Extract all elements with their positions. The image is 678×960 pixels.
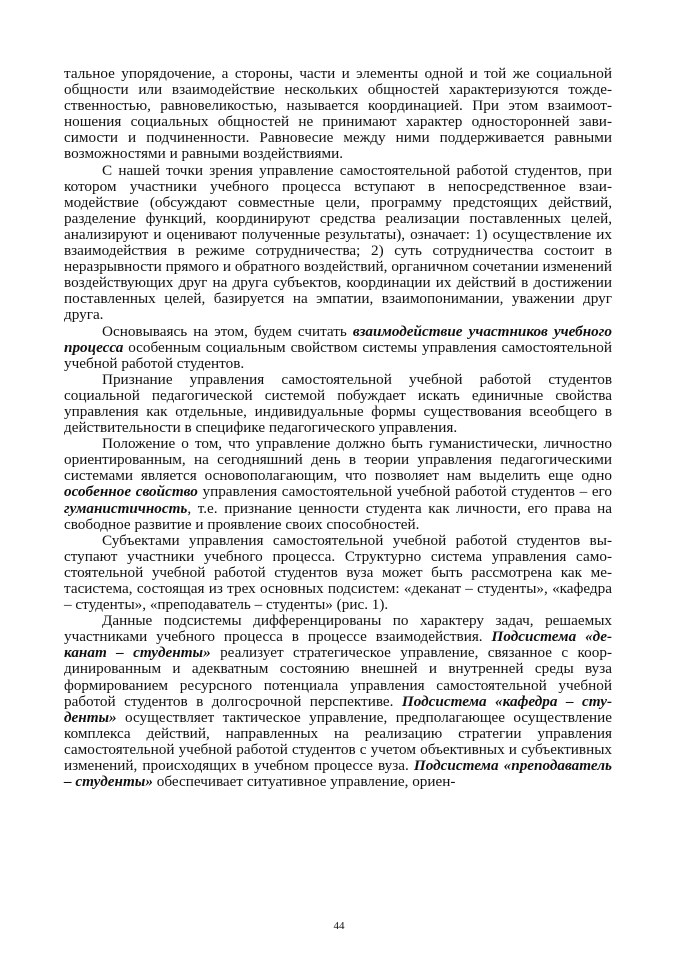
paragraph-6 xyxy=(64,533,612,613)
emphasized-term: Подсистема «преподаватель – студенты» xyxy=(64,757,612,791)
emphasized-term: особенное свойство xyxy=(64,483,198,501)
paragraph-1 xyxy=(64,66,612,163)
paragraph-text: , т.е. признание ценности студента как личности, его права на свободное развитие и проявление своих способностей. xyxy=(64,499,612,533)
paragraph-text: Субъектами управления самостоятельной учебной работой студентов выступают участники учебного процесса. Структурно система управления самостоятельной учебной работой студентов вуза может быть рассмотрена как метасистема, состоящая из трех основных подсистем: «деканат – студенты», «кафедра – студенты», «преподаватель – студенты» (рис. 1). xyxy=(64,531,612,614)
page-body xyxy=(64,66,612,790)
paragraph-text: обеспечивает ситуативное управление, ориен- xyxy=(152,773,456,791)
paragraph-text: Данные подсистемы дифференцированы по характеру задач, решаемых участниками учебного процесса в процессе взаимодействия. xyxy=(64,612,612,646)
paragraph-5 xyxy=(64,436,612,533)
page-number: 44 xyxy=(333,920,345,932)
emphasized-term: взаимодействие участников учебного процесса xyxy=(64,322,612,356)
paragraph-text: тальное упорядочение, а стороны, части и элементы одной и той же социальной общности или взаимодействие нескольких общностей характеризуются тождественностью, равновеликостью, называется координацией. При этом взаимоотношения социальных общностей не принимают характер односторонней зависимости и подчиненности. Равновесие между ними поддерживается равными возможностями и равными воздействиями. xyxy=(64,65,612,163)
paragraph-4 xyxy=(64,372,612,436)
emphasized-term: гуманистичность xyxy=(64,499,188,517)
paragraph-3 xyxy=(64,324,612,372)
paragraph-text: управления самостоятельной учебной работой студентов – его xyxy=(197,483,612,501)
paragraph-text: особенным социальным свойством системы управления самостоятельной учебной работой студентов. xyxy=(64,338,612,372)
paragraph-2 xyxy=(64,163,612,324)
emphasized-term: Подсистема «кафедра – студенты» xyxy=(64,692,613,726)
paragraph-text: Положение о том, что управление должно быть гуманистически, личностно ориентированным, на сегодняшний день в теории управления педагогическими системами является основополагающим, что позволяет нам выделить еще одно xyxy=(64,435,612,485)
paragraph-7 xyxy=(64,613,612,790)
paragraph-text: С нашей точки зрения управление самостоятельной работой студентов, при котором участники учебного процесса вступают в непосредственное взаимодействие (обсуждают совместные цели, программу предстоящих действий, разделение функций, координируют средства реализации поставленных целей, анализируют и оценивают полученные результаты), означает: 1) осуществление их взаимодействия в режиме сотрудничества; 2) суть сотрудничества состоит в неразрывности прямого и обратного воздействий, органичном сочетании изменений воздействующих друг на друга субъектов, координации их действий в достижении поставленных целей, базируется на эмпатии, взаимопонимании, уважении друг друга. xyxy=(64,161,612,324)
paragraph-text: Признание управления самостоятельной учебной работой студентов социальной педагогической системой побуждает искать единичные свойства управления как отдельные, индивидуальные формы существования всеобщего в действительности в специфике педагогического управления. xyxy=(64,370,612,437)
paragraph-text: реализует стратегическое управление, связанное с координированным и адекватным состоянию внешней и внутренней среды вуза формированием ресурсного потенциала управления самостоятельной учебной работой студентов в долгосрочной перспективе. xyxy=(64,644,613,710)
paragraph-text: Основываясь на этом, будем считать xyxy=(102,322,353,340)
paragraph-text: осуществляет тактическое управление, предполагающее осуществление комплекса действий, направленных на реализацию стратегии управления самостоятельной учебной работой студентов с учетом объективных и субъективных изменений, происходящих в учебном процессе вуза. xyxy=(64,708,612,775)
emphasized-term: Подсистема «деканат – студенты» xyxy=(64,628,612,662)
